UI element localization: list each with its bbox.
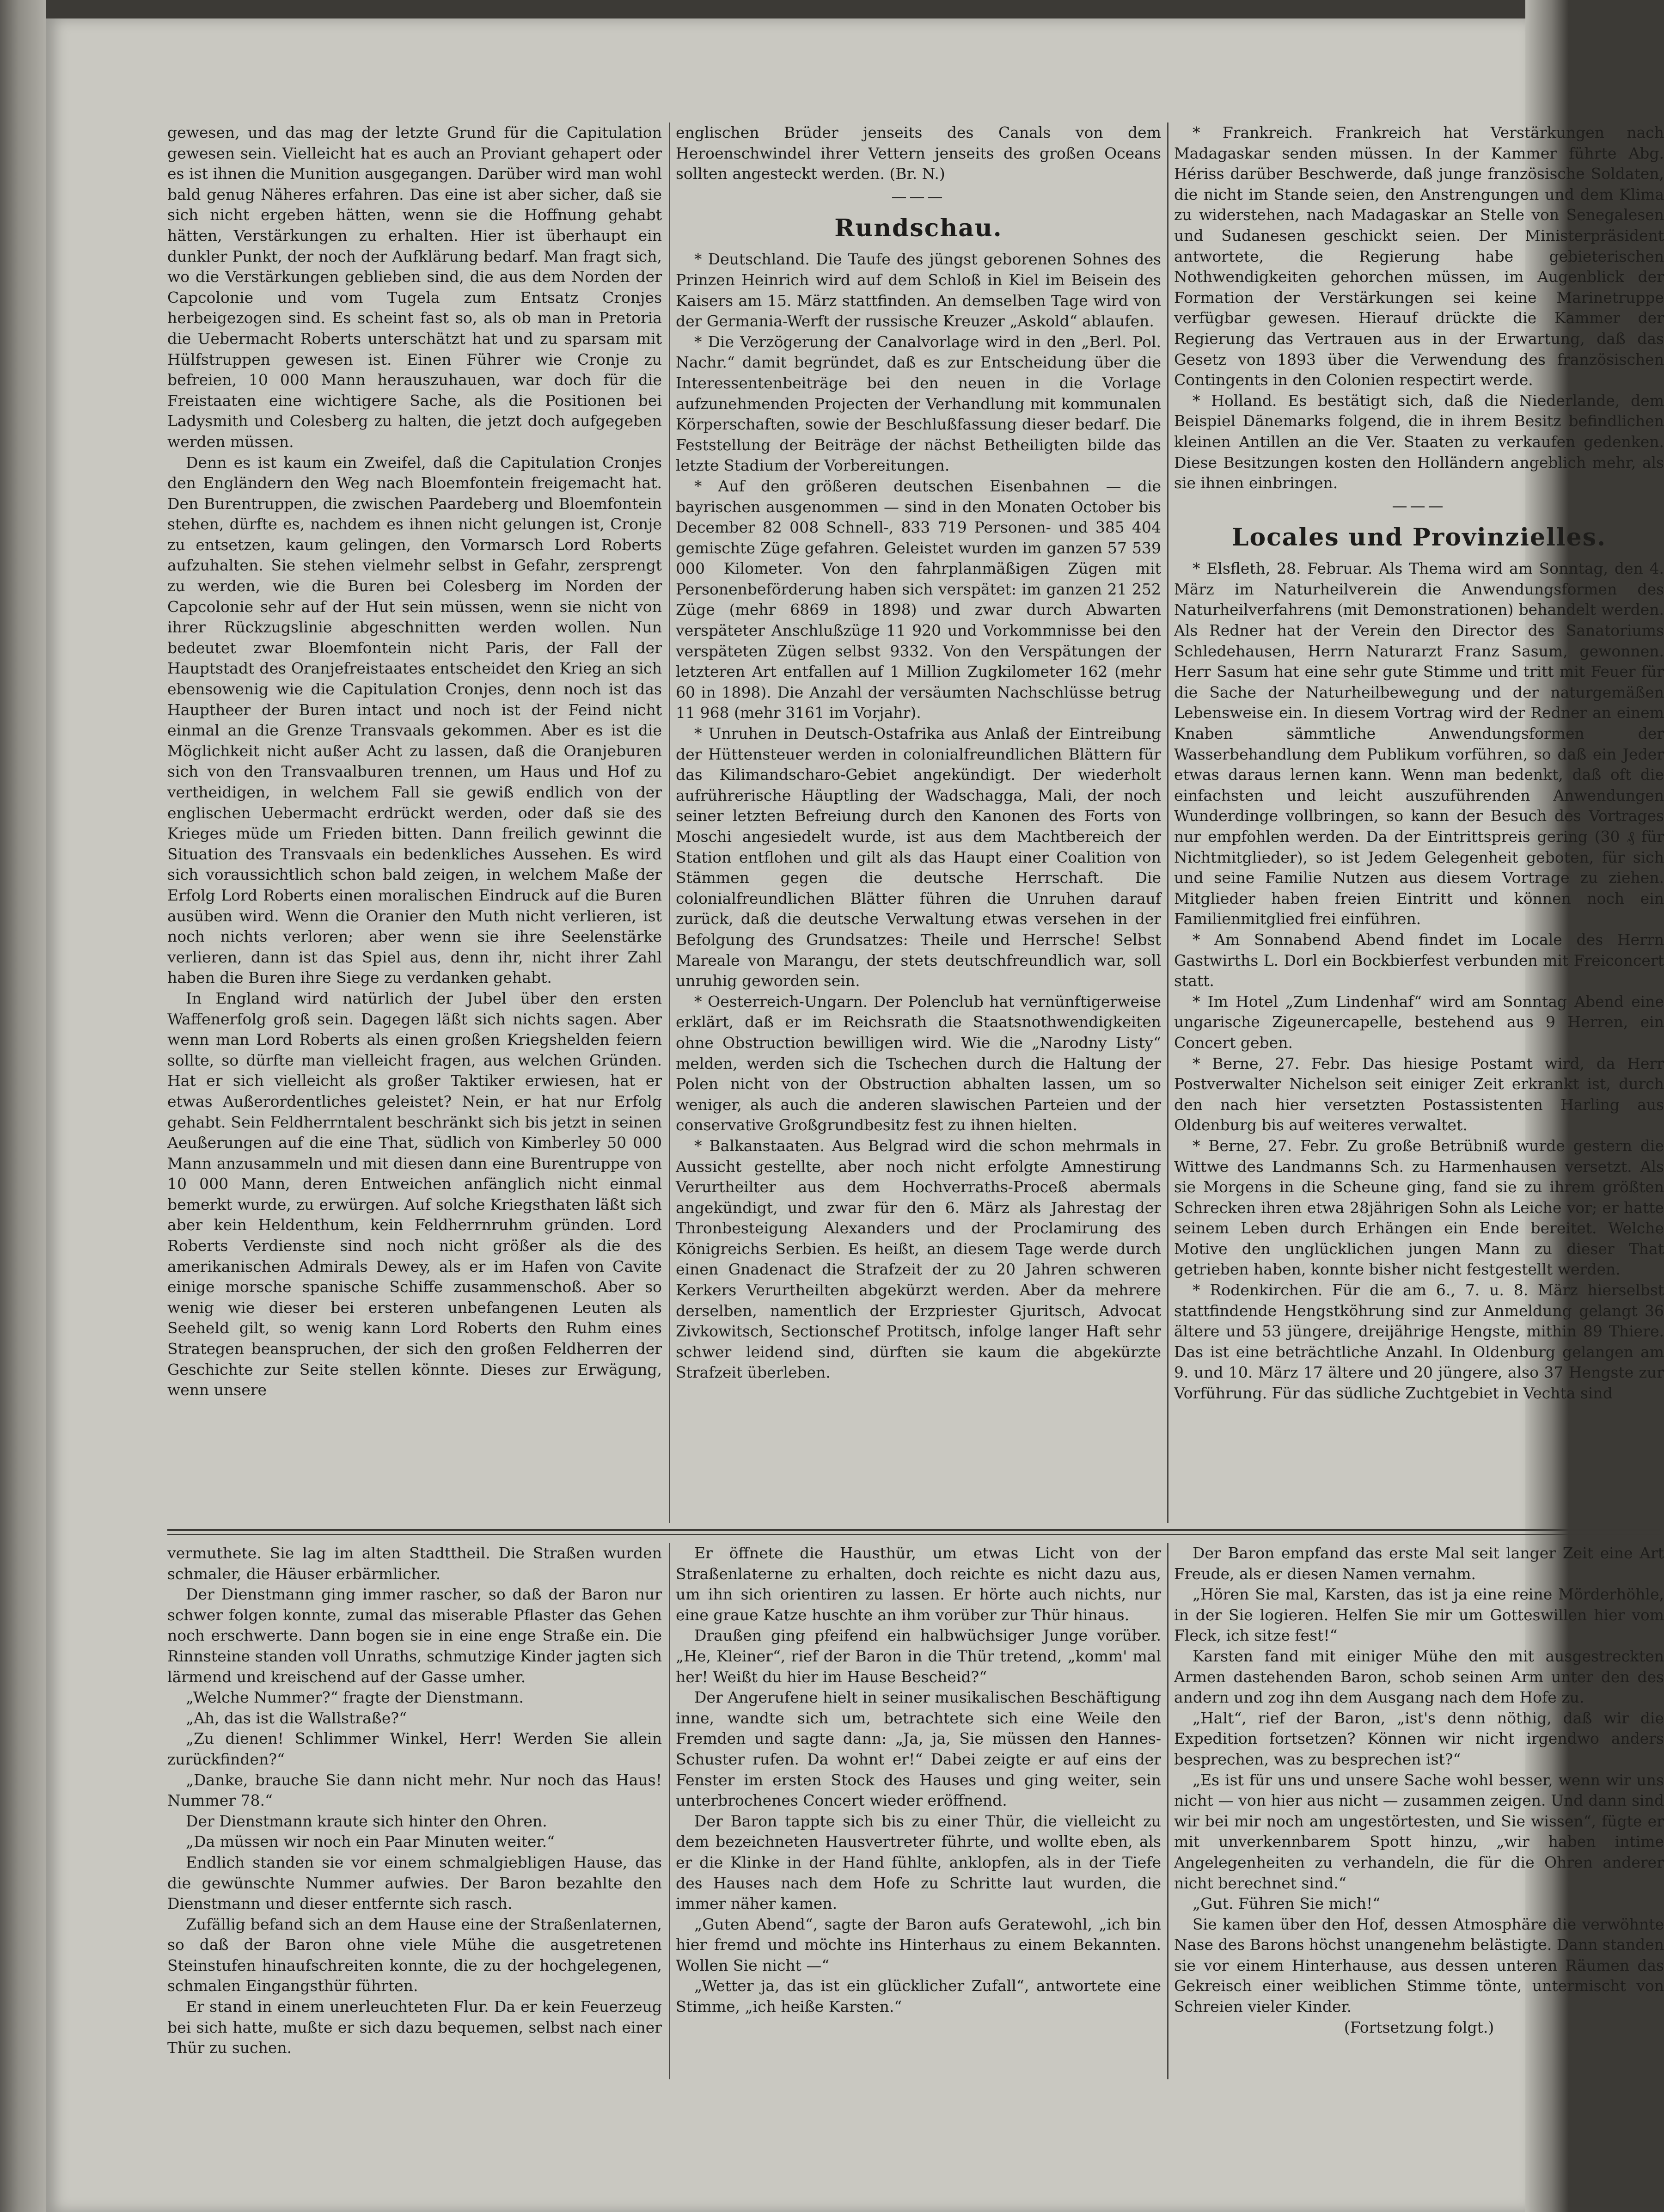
story-paragraph: Draußen ging pfeifend ein halbwüchsiger Junge vorüber. „He, Kleiner“, rief der Baron in die Thür tretend, „komm' mal her! Weißt du hier im Hause Bescheid?“ xyxy=(676,1626,1161,1686)
separator: ——— xyxy=(1392,496,1446,515)
local-news-item: * Rodenkirchen. Für die am 6., 7. u. 8. März hierselbst stattfindende Hengstköhrung sind zur Anmeldung gelangt 36 ältere und 53 jüngere, dreijährige Hengste, mithin 89 Thiere. Das ist eine beträchtliche Anzahl. In Oldenburg gelangen am 9. und 10. März 17 ältere und 20 jüngere, also 37 Hengste zur Vorführung. Für das südliche Zuchtgebiet in Vechta sind xyxy=(1174,1281,1664,1403)
story-paragraph: Er stand in einem unerleuchteten Flur. Da er kein Feuerzeug bei sich hatte, mußte er sich dazu bequemen, selbst nach einer Thür zu suchen. xyxy=(167,1998,662,2057)
news-item: * Auf den größeren deutschen Eisenbahnen — die bayrischen ausgenommen — sind in den Monaten October bis December 82 008 Schnell-, 833 719 Personen- und 385 404 gemischte Züge gefahren. Geleistet wurden im ganzen 57 539 000 Kilometer. Von den fahrplanmäßigen Zügen mit Personenbeförderung haben sich verspätet: im ganzen 21 252 Züge (mehr 6869 in 1898) und zwar durch Abwarten verspäteter Anschlußzüge 11 920 und Vorkommnisse bei den verspäteten Zügen selbst 9332. Von den Verspätungen der letzteren Art entfallen auf 1 Million Zugkilometer 162 (mehr 60 in 1898). Die Anzahl der versäumten Nachschlüsse betrug 11 968 (mehr 3161 im Vorjahr). xyxy=(676,477,1161,722)
column-divider xyxy=(1167,123,1168,1523)
news-item: * Die Verzögerung der Canalvorlage wird in den „Berl. Pol. Nachr.“ damit begründet, daß es zur Entscheidung über die Interessentenbeiträge bei den neuen in die Vorlage aufzunehmenden Projecten der Verhandlung mit kommunalen Körperschaften, sowie der Beschlußfassung dieser bedarf. Die Feststellung der Beiträge der nächst Betheiligten bilde das letzte Stadium der Vorbereitungen. xyxy=(676,332,1161,475)
news-item: * Balkanstaaten. Aus Belgrad wird die schon mehrmals in Aussicht gestellte, aber noch nicht erfolgte Amnestirung Verurtheilter aus dem Hochverraths-Proceß abermals angekündigt, und zwar für den 6. März als Jahrestag der Thronbesteigung Alexanders und der Proclamirung des Königreichs Serbien. Es heißt, an diesem Tage werde durch einen Gnadenact die Strafzeit der zu 20 Jahren schweren Kerkers Verurtheilten abgekürzt werden. Aber da mehrere derselben, namentlich der Erzpriester Gjuritsch, Advocat Zivkowitsch, Sectionschef Protitsch, infolge langer Haft sehr schwer leidend sind, dürften sie kaum die abgekürzte Strafzeit überleben. xyxy=(676,1136,1161,1382)
column-divider xyxy=(669,123,670,1523)
story-paragraph: „Es ist für uns und unsere Sache wohl besser, wenn wir uns nicht — von hier aus nicht — zusammen zeigen. Und dann sind wir bei mir noch am ungestörtesten, und Sie wissen“, fügte er mit unverkennbarem Spott hinzu, „wir haben intime Angelegenheiten zu verhandeln, die für die Ohren anderer nicht berechnet sind.“ xyxy=(1174,1771,1664,1892)
story-paragraph: „Halt“, rief der Baron, „ist's denn nöthig, daß wir die Expedition fortsetzen? Können wir nicht irgendwo anders besprechen, was zu besprechen ist?“ xyxy=(1174,1709,1664,1768)
local-news-item: * Am Sonnabend Abend findet im Locale des Herrn Gastwirths L. Dorl ein Bockbierfest verbunden mit Freiconcert statt. xyxy=(1174,930,1664,990)
news-item: * Deutschland. Die Taufe des jüngst geborenen Sohnes des Prinzen Heinrich wird auf dem Schloß in Kiel im Beisein des Kaisers am 15. März stattfinden. An demselben Tage wird von der Germania-Werft der russische Kreuzer „Askold“ ablaufen. xyxy=(676,250,1161,331)
feuilleton-column-3 xyxy=(1174,1543,1664,2079)
story-paragraph: „Hören Sie mal, Karsten, das ist ja eine reine Mörderhöhle, in der Sie logieren. Helfen Sie mir um Gotteswillen hier vom Fleck, ich sitze fest!“ xyxy=(1174,1585,1664,1645)
section-heading-locales: Locales und Provinzielles. xyxy=(1231,523,1607,552)
story-paragraph: Der Baron empfand das erste Mal seit langer Zeit eine Art Freude, als er diesen Namen vernahm. xyxy=(1174,1544,1664,1583)
story-paragraph: Sie kamen über den Hof, dessen Atmosphäre die verwöhnte Nase des Barons höchst unangenehm belästigte. Dann standen sie vor einem Hinterhause, aus dessen unteren Räumen das Gekreisch einer weiblichen Stimme tönte, untermischt von Schreien vieler Kinder. xyxy=(1174,1915,1664,2016)
feuilleton-column-1 xyxy=(167,1543,662,2079)
news-item: * Frankreich. Frankreich hat Verstärkungen nach Madagaskar senden müssen. In der Kammer führte Abg. Hériss darüber Beschwerde, daß junge französische Soldaten, die nicht im Stande seien, den Anstrengungen und dem Klima zu widerstehen, nach Madagaskar an Stelle von Senegalesen und Sudanesen geschickt seien. Der Ministerpräsident antwortete, die Regierung habe gebieterischen Nothwendigkeiten gehorchen müssen, im Augenblick der Formation der Verstärkungen sei keine Marinetruppe verfügbar gewesen. Hierauf drückte die Kammer der Regierung das Vertrauen aus in der Erwartung, daß das Gesetz von 1893 über die Verwendung des französischen Contingents in den Colonien respectirt werde. xyxy=(1174,123,1664,389)
article-paragraph: gewesen, und das mag der letzte Grund für die Capitulation gewesen sein. Vielleicht hat es auch an Proviant gehapert oder es ist ihnen die Munition ausgegangen. Darüber wird man wohl bald genug Näheres erfahren. Das eine ist aber sicher, daß sie sich nicht ergeben hätten, wenn sie die Hoffnung gehabt hätten, Verstärkungen zu erhalten. Hier ist überhaupt ein dunkler Punkt, der noch der Aufklärung bedarf. Man fragt sich, wo die Verstärkungen geblieben sind, die aus dem Norden der Capcolonie und vom Tugela zum Entsatz Cronjes herbeigezogen sind. Es scheint fast so, als ob man in Pretoria die Uebermacht Roberts unterschätzt hat und zu sparsam mit Hülfstruppen gewesen ist. Einen Führer wie Cronje zu befreien, 10 000 Mann herauszuhauen, war doch für die Freistaaten eine wichtigere Sache, als die Positionen bei Ladysmith und Colesberg zu halten, die jetzt doch aufgegeben werden müssen. xyxy=(167,123,662,451)
feuilleton-rule xyxy=(167,1534,1660,1535)
top-column-2 xyxy=(676,123,1161,1523)
story-paragraph: Karsten fand mit einiger Mühe den mit ausgestreckten Armen dastehenden Baron, schob seinen Arm unter den des andern und zog ihn dem Ausgang nach dem Hofe zu. xyxy=(1174,1647,1664,1707)
news-item: * Holland. Es bestätigt sich, daß die Niederlande, dem Beispiel Dänemarks folgend, die in ihrem Besitz befindlichen kleinen Antillen an die Ver. Staaten zu verkaufen gedenken. Diese Besitzungen kosten den Holländern angeblich mehr, als sie ihnen einbringen. xyxy=(1174,391,1664,492)
article-paragraph: englischen Brüder jenseits des Canals von dem Heroenschwindel ihrer Vettern jenseits des großen Oceans sollten angesteckt werden. (Br. N.) xyxy=(676,123,1161,183)
story-paragraph: „Guten Abend“, sagte der Baron aufs Geratewohl, „ich bin hier fremd und möchte ins Hinterhaus zu einem Bekannten. Wollen Sie nicht —“ xyxy=(676,1915,1161,1974)
news-item: * Unruhen in Deutsch-Ostafrika aus Anlaß der Eintreibung der Hüttensteuer werden in colonialfreundlichen Blättern für das Kilimandscharo-Gebiet angekündigt. Der wiederholt aufrührerische Häuptling der Wadschagga, Mali, der noch seiner letzten Befreiung durch den Kanonen des Forts von Moschi angesiedelt wurde, ist aus dem Machtbereich der Station entflohen und gilt als das Haupt einer Coalition von Stämmen gegen die deutsche Herrschaft. Die colonialfreundlichen Blätter führen die Unruhen darauf zurück, daß die deutsche Verwaltung etwas versehen in der Befolgung des Grundsatzes: Theile und Herrsche! Selbst Mareale von Marangu, der stets deutschfreundlich war, soll unruhig geworden sein. xyxy=(676,724,1161,990)
book-binding xyxy=(0,0,46,2212)
story-paragraph: „Da müssen wir noch ein Paar Minuten weiter.“ xyxy=(186,1832,555,1851)
local-news-item: * Elsfleth, 28. Februar. Als Thema wird am Sonntag, den 4. März im Naturheilverein die Anwendungsformen des Naturheilverfahrens (mit Demonstrationen) behandelt werden. Als Redner hat der Verein den Director des Sanatoriums Schledehausen, Herrn Naturarzt Franz Sasum, gewonnen. Herr Sasum hat eine sehr gute Stimme und tritt mit Feuer für die Sache der Naturheilbewegung und der naturgemäßen Lebensweise ein. In diesem Vortrag wird der Redner an einem Knaben sämmtliche Anwendungsformen der Wasserbehandlung dem Publikum vorführen, so daß ein Jeder etwas daraus lernen kann. Wenn man bedenkt, daß oft die einfachsten und leicht auszuführenden Anwendungen Wunderdinge vollbringen, so kann der Besuch des Vortrages nur empfohlen werden. Da der Eintrittspreis gering (30 ₰ für Nichtmitglieder), so ist Jedem Gelegenheit geboten, für sich und seine Familie Nutzen aus diesem Vortrage zu ziehen. Mitglieder haben freien Eintritt und können noch ein Familienmitglied frei einführen. xyxy=(1174,559,1664,928)
story-paragraph: Zufällig befand sich an dem Hause eine der Straßenlaternen, so daß der Baron ohne viele Mühe die ausgetretenen Steinstufen hinaufschreiten konnte, die zu der hochgelegenen, schmalen Eingangsthür führten. xyxy=(167,1915,662,1995)
section-heading-rundschau: Rundschau. xyxy=(834,214,1003,243)
story-paragraph: „Ah, das ist die Wallstraße?“ xyxy=(186,1709,407,1727)
story-paragraph: „Danke, brauche Sie dann nicht mehr. Nur noch das Haus! Nummer 78.“ xyxy=(167,1771,662,1810)
story-paragraph: Der Angerufene hielt in seiner musikalischen Beschäftigung inne, wandte sich um, betrachtete sich eine Weile den Fremden und sagte dann: „Ja, ja, Sie müssen den Hannes-Schuster rufen. Da wohnt er!“ Dabei zeigte er auf eins der Fenster im ersten Stock des Hauses und ging weiter, sein unterbrochenes Concert wieder eröffnend. xyxy=(676,1688,1161,1810)
local-news-item: * Berne, 27. Febr. Zu große Betrübniß wurde gestern die Wittwe des Landmanns Sch. zu Harmenhausen versetzt. Als sie Morgens in die Scheune ging, fand sie zu ihrem größten Schrecken ihren etwa 28jährigen Sohn als Leiche vor; er hatte seinem Leben durch Erhängen ein Ende bereitet. Welche Motive den unglücklichen jungen Mann zu dieser That getrieben haben, konnte bisher nicht festgestellt werden. xyxy=(1174,1136,1664,1279)
continuation-note: (Fortsetzung folgt.) xyxy=(1344,2018,1494,2036)
story-paragraph: Er öffnete die Hausthür, um etwas Licht von der Straßenlaterne zu erhalten, doch reichte es nicht dazu aus, um ihn sich orientiren zu lassen. Er hörte auch nichts, nur eine graue Katze huschte an ihm vorüber zur Thür hinaus. xyxy=(676,1544,1161,1624)
story-paragraph: vermuthete. Sie lag im alten Stadttheil. Die Straßen wurden schmaler, die Häuser erbärmlicher. xyxy=(167,1544,662,1583)
story-paragraph: „Gut. Führen Sie mich!“ xyxy=(1193,1894,1381,1913)
column-divider xyxy=(669,1543,670,2079)
feuilleton-column-2 xyxy=(676,1543,1161,2079)
story-paragraph: „Welche Nummer?“ fragte der Dienstmann. xyxy=(186,1688,524,1707)
newspaper-page xyxy=(46,18,1664,2212)
column-divider xyxy=(1167,1543,1168,2079)
feuilleton-rule xyxy=(167,1529,1660,1531)
article-paragraph: In England wird natürlich der Jubel über den ersten Waffenerfolg groß sein. Dagegen läßt sich nichts sagen. Aber wenn man Lord Roberts als einen großen Kriegshelden feiern sollte, so dürfte man vielleicht fragen, aus welchen Gründen. Hat er sich vielleicht als großer Taktiker erwiesen, hat er etwas Außerordentliches geleistet? Nein, er hat nur Erfolg gehabt. Sein Feldherrntalent beschränkt sich bis jetzt in seinen Aeußerungen auf die eine That, südlich von Kimberley 50 000 Mann anzusammeln und mit diesen dann eine Burentruppe von 10 000 Mann, deren Entweichen anfänglich nicht einmal bemerkt wurde, zu erwürgen. Auf solche Kriegsthaten läßt sich aber kein Heldenthum, kein Feldherrnruhm gründen. Lord Roberts Verdienste sind noch nicht größer als die des amerikanischen Admirals Dewey, als er im Hafen von Cavite einige morsche spanische Schiffe zusammenschoß. Aber so wenig wie dieser bei ersteren unbefangenen Leuten als Seeheld gilt, so wenig kann Lord Roberts den Ruhm eines Strategen beanspruchen, der sich den großen Feldherren der Geschichte zur Seite stellen könnte. Dieses zur Erwägung, wenn unsere xyxy=(167,989,662,1399)
article-paragraph: Denn es ist kaum ein Zweifel, daß die Capitulation Cronjes den Engländern den Weg nach Bloemfontein freigemacht hat. Den Burentruppen, die zwischen Paardeberg und Bloemfontein stehen, dürfte es, nachdem es ihnen nicht gelungen ist, Cronje zu entsetzen, kaum gelingen, den Vormarsch Lord Roberts aufzuhalten. Sie stehen vielmehr selbst in Gefahr, zersprengt zu werden, wie die Buren bei Colesberg im Norden der Capcolonie sehr auf der Hut sein müssen, wenn sie nicht von ihrer Rückzugslinie abgeschnitten werden wollen. Nun bedeutet zwar Bloemfontein nicht Paris, der Fall der Hauptstadt des Oranjefreistaates entscheidet den Krieg an sich ebensowenig wie die Capitulation Cronjes, denn noch ist das Hauptheer der Buren intact und noch ist der Feind nicht einmal an die Grenze Transvaals gekommen. Aber es ist die Möglichkeit nicht außer Acht zu lassen, daß die Oranjeburen sich von den Transvaalburen trennen, um Haus und Hof zu vertheidigen, in welchem Fall sie gewiß endlich von der englischen Uebermacht erdrückt werden, oder daß sie des Krieges müde um Frieden bitten. Dann freilich gewinnt die Situation des Transvaals ein bedenkliches Aussehen. Es wird sich voraussichtlich schon bald zeigen, in welchem Maße der Erfolg Lord Roberts einen moralischen Eindruck auf die Buren ausüben wird. Wenn die Oranier den Muth nicht verlieren, ist noch nichts verloren; aber wenn sie ihre Seelenstärke verlieren, dann ist das Spiel aus, denn ihr, nicht ihrer Zahl haben die Buren ihre Siege zu verdanken gehabt. xyxy=(167,453,662,987)
top-column-3 xyxy=(1174,123,1664,1523)
story-paragraph: Der Dienstmann ging immer rascher, so daß der Baron nur schwer folgen konnte, zumal das miserable Pflaster das Gehen noch erschwerte. Dann bogen sie in eine enge Straße ein. Die Rinnsteine standen voll Unraths, schmutzige Kinder jagten sich lärmend und kreischend auf der Gasse umher. xyxy=(167,1585,662,1686)
story-paragraph: „Zu dienen! Schlimmer Winkel, Herr! Werden Sie allein zurückfinden?“ xyxy=(167,1729,662,1768)
story-paragraph: Der Dienstmann kraute sich hinter den Ohren. xyxy=(186,1812,547,1830)
story-paragraph: Endlich standen sie vor einem schmalgiebligen Hause, das die gewünschte Nummer aufwies. Der Baron bezahlte den Dienstmann und dieser entfernte sich rasch. xyxy=(167,1853,662,1913)
top-column-1 xyxy=(167,123,662,1523)
news-item: * Oesterreich-Ungarn. Der Polenclub hat vernünftigerweise erklärt, daß er im Reichsrath die Staatsnothwendigkeiten ohne Obstruction bewilligen wird. Wie die „Narodny Listy“ melden, werden sich die Tschechen durch die Haltung der Polen nicht von der Obstruction abhalten lassen, um so weniger, als auch die anderen slawischen Parteien und der conservative Großgrundbesitz fest zu ihnen hielten. xyxy=(676,992,1161,1134)
separator: ——— xyxy=(891,187,946,205)
local-news-item: * Berne, 27. Febr. Das hiesige Postamt wird, da Herr Postverwalter Nichelson seit einiger Zeit erkrankt ist, durch den nach hier versetzten Postassistenten Harling aus Oldenburg bis auf weiteres verwaltet. xyxy=(1174,1054,1664,1134)
story-paragraph: „Wetter ja, das ist ein glücklicher Zufall“, antwortete eine Stimme, „ich heiße Karsten.“ xyxy=(676,1977,1161,2016)
local-news-item: * Im Hotel „Zum Lindenhaf“ wird am Sonntag Abend eine ungarische Zigeunercapelle, bestehend aus 9 Herren, ein Concert geben. xyxy=(1174,992,1664,1052)
story-paragraph: Der Baron tappte sich bis zu einer Thür, die vielleicht zu dem bezeichneten Hausvertreter führte, und wollte eben, als er die Klinke in der Hand fühlte, anklopfen, als in der Tiefe des Hauses nach dem Hofe zu Schritte laut wurden, die immer näher kamen. xyxy=(676,1812,1161,1913)
